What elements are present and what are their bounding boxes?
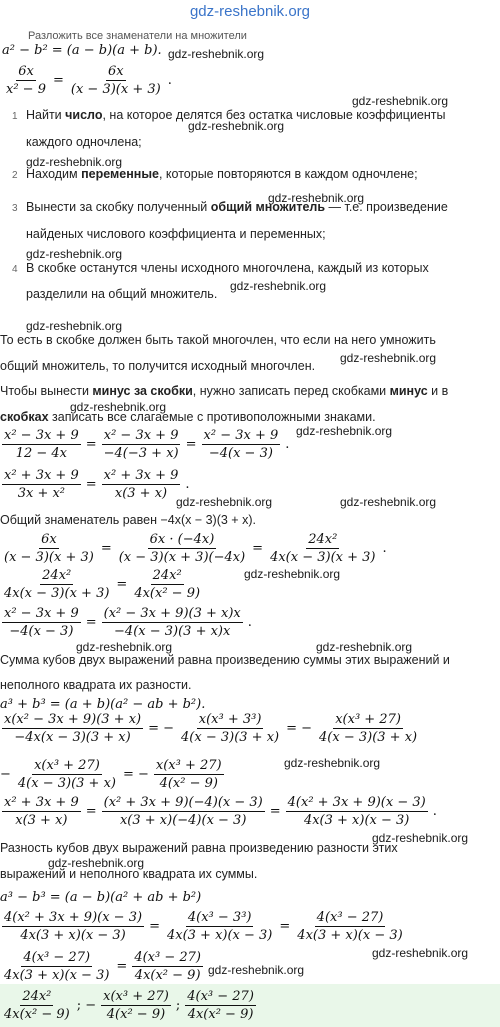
step-3-line-2: найденых числового коэффициента и переменных; bbox=[26, 227, 326, 241]
watermark: gdz-reshebnik.org bbox=[26, 247, 123, 261]
step-3-line-1: Вынести за скобку полученный общий множитель — т.е. произведение bbox=[26, 200, 448, 214]
sum-cubes-text-2: неполного квадрата их разности. bbox=[0, 678, 192, 692]
equation-8: − $\frac{\text{x(x³ + 27)}}{4(x - 3)(3 + x)}$ = − $\frac{\text{x(x³ + 27)}}{\text{4(x² − 9)}}$ bbox=[0, 758, 222, 791]
equation-4: $\frac{6x}{(x - 3)(x + 3)}$ = $\frac{6x \cdot (-4x)}{(x - 3)(x + 3)(-4x)}$ = $\frac{\text{24x²}}{4x(x - 3)(x + 3)}$ . bbox=[4, 532, 387, 565]
sum-cubes-formula: a³ + b³ = (a + b)(a² − ab + b²). bbox=[0, 697, 206, 712]
common-denominator-text: Общий знаменатель равен −4x(x − 3)(3 + x). bbox=[0, 513, 256, 527]
watermark: gdz-reshebnik.org bbox=[70, 400, 167, 414]
para1-line-1: То есть в скобке должен быть такой многочлен, что если на него умножить bbox=[0, 333, 436, 347]
equation-3: $\frac{\text{x² + 3x + 9}}{\text{3x + x²}}$ = $\frac{\text{x² + 3x + 9}}{x(3 + x)}$ . bbox=[4, 468, 190, 501]
step-1-line-1: Найти число, на которое делятся без остатка числовые коэффициенты bbox=[26, 108, 446, 122]
step-number: 1 bbox=[12, 111, 18, 122]
step-4-line-1: В скобке останутся члены исходного многочлена, каждый из которых bbox=[26, 261, 429, 275]
watermark: gdz-reshebnik.org bbox=[26, 319, 123, 333]
watermark: gdz-reshebnik.org bbox=[372, 831, 469, 845]
equation-2: $\frac{\text{x² − 3x + 9}}{12 - 4x}$ = $\frac{\text{x² − 3x + 9}}{-4(-3 + x)}$ = $\frac{\text{x² − 3x + 9}}{-4(x - 3)}$ . bbox=[4, 428, 290, 461]
watermark: gdz-reshebnik.org bbox=[372, 946, 469, 960]
watermark: gdz-reshebnik.org bbox=[230, 279, 327, 293]
watermark: gdz-reshebnik.org bbox=[268, 191, 365, 205]
watermark: gdz-reshebnik.org bbox=[296, 424, 393, 438]
watermark: gdz-reshebnik.org bbox=[316, 640, 413, 654]
watermark: gdz-reshebnik.org bbox=[244, 567, 341, 581]
watermark: gdz-reshebnik.org bbox=[176, 495, 273, 509]
watermark: gdz-reshebnik.org bbox=[48, 856, 145, 870]
watermark: gdz-reshebnik.org bbox=[284, 756, 381, 770]
watermark: gdz-reshebnik.org bbox=[188, 119, 285, 133]
step-4-line-2: разделили на общий множитель. bbox=[26, 287, 218, 301]
diff-cubes-formula: a³ − b³ = (a − b)(a² + ab + b²) bbox=[0, 890, 202, 905]
equation-9: $\frac{\text{x² + 3x + 9}}{x(3 + x)}$ = $\frac{\text{(x² + 3x + 9)(−4)(x − 3)}}{x(3 + x)(-4)(x - 3)}$ = $\frac{\text{4(x² + 3x + 9)(x − 3)}}{4x(3 + x)(x - 3)}$ . bbox=[4, 795, 437, 828]
para2-line-1: Чтобы вынести минус за скобки, нужно записать перед скобками минус и в bbox=[0, 384, 449, 398]
equation-10: $\frac{\text{4(x² + 3x + 9)(x − 3)}}{4x(3 + x)(x - 3)}$ = $\frac{\text{4(x³ − 3³)}}{4x(3 + x)(x - 3)}$ = $\frac{\text{4(x³ − 27)}}{4x(3 + x)(x - 3)}$ bbox=[4, 910, 403, 943]
fraction: $\frac{6x}{(x - 3)(x + 3)}$ bbox=[70, 64, 161, 97]
diff-cubes-text-1: Разность кубов двух выражений равна произведению разности этих bbox=[0, 841, 398, 855]
step-number: 4 bbox=[12, 264, 18, 275]
equation-6: $\frac{\text{x² − 3x + 9}}{-4(x - 3)}$ = $\frac{\text{(x² − 3x + 9)(3 + x)x}}{-4(x - 3)(3 + x)x}$ . bbox=[4, 606, 252, 639]
para2-line-2: скобках записать все слагаемые с противоположными знаками. bbox=[0, 410, 376, 424]
fraction: $\frac{6x}{\text{x² − 9}}$ bbox=[6, 64, 46, 97]
watermark: gdz-reshebnik.org bbox=[26, 155, 123, 169]
watermark: gdz-reshebnik.org bbox=[168, 47, 265, 61]
formula-diff-squares: a² − b² = (a − b)(a + b). bbox=[2, 43, 162, 58]
equation-1: $\frac{6x}{\text{x² − 9}}$ = $\frac{6x}{(x - 3)(x + 3)}$ . bbox=[6, 64, 172, 97]
top-cut-text: Разложить все знаменатели на множители bbox=[28, 30, 247, 42]
watermark: gdz-reshebnik.org bbox=[76, 640, 173, 654]
watermark: gdz-reshebnik.org bbox=[352, 94, 449, 108]
watermark: gdz-reshebnik.org bbox=[340, 495, 437, 509]
step-2-line-1: Находим переменные, которые повторяются в каждом одночлене; bbox=[26, 167, 418, 181]
answer-expression: $\frac{\text{24x²}}{\text{4x(x² − 9)}}$ ; − $\frac{\text{x(x³ + 27)}}{\text{4(x² − 9)}}$ ; $\frac{\text{4(x³ − 27)}}{\text{4x(x² − 9)}}$ bbox=[4, 989, 254, 1022]
sum-cubes-text-1: Сумма кубов двух выражений равна произведению суммы этих выражений и bbox=[0, 653, 450, 667]
equation-7: $\frac{\text{x(x² − 3x + 9)(3 + x)}}{-4x(x - 3)(3 + x)}$ = − $\frac{\text{x(x³ + 3³)}}{4(x - 3)(3 + x)}$ = − $\frac{\text{x(x³ + 27)}}{4(x - 3)(3 + x)}$ bbox=[4, 712, 418, 745]
para1-line-2: общий множитель, то получится исходный многочлен. bbox=[0, 359, 316, 373]
equation-5: $\frac{\text{24x²}}{4x(x - 3)(x + 3)}$ = $\frac{\text{24x²}}{\text{4x(x² − 9)}}$ bbox=[4, 568, 201, 601]
step-1-line-2: каждого одночлена; bbox=[26, 135, 142, 149]
watermark: gdz-reshebnik.org bbox=[208, 963, 305, 977]
site-header[interactable]: gdz-reshebnik.org bbox=[0, 0, 500, 24]
step-number: 3 bbox=[12, 203, 18, 214]
watermark: gdz-reshebnik.org bbox=[340, 351, 437, 365]
equation-11: $\frac{\text{4(x³ − 27)}}{4x(3 + x)(x - 3)}$ = $\frac{\text{4(x³ − 27)}}{\text{4x(x² − 9)}}$ bbox=[4, 950, 201, 983]
step-number: 2 bbox=[12, 170, 18, 181]
diff-cubes-text-2: выражений и неполного квадрата их суммы. bbox=[0, 867, 258, 881]
